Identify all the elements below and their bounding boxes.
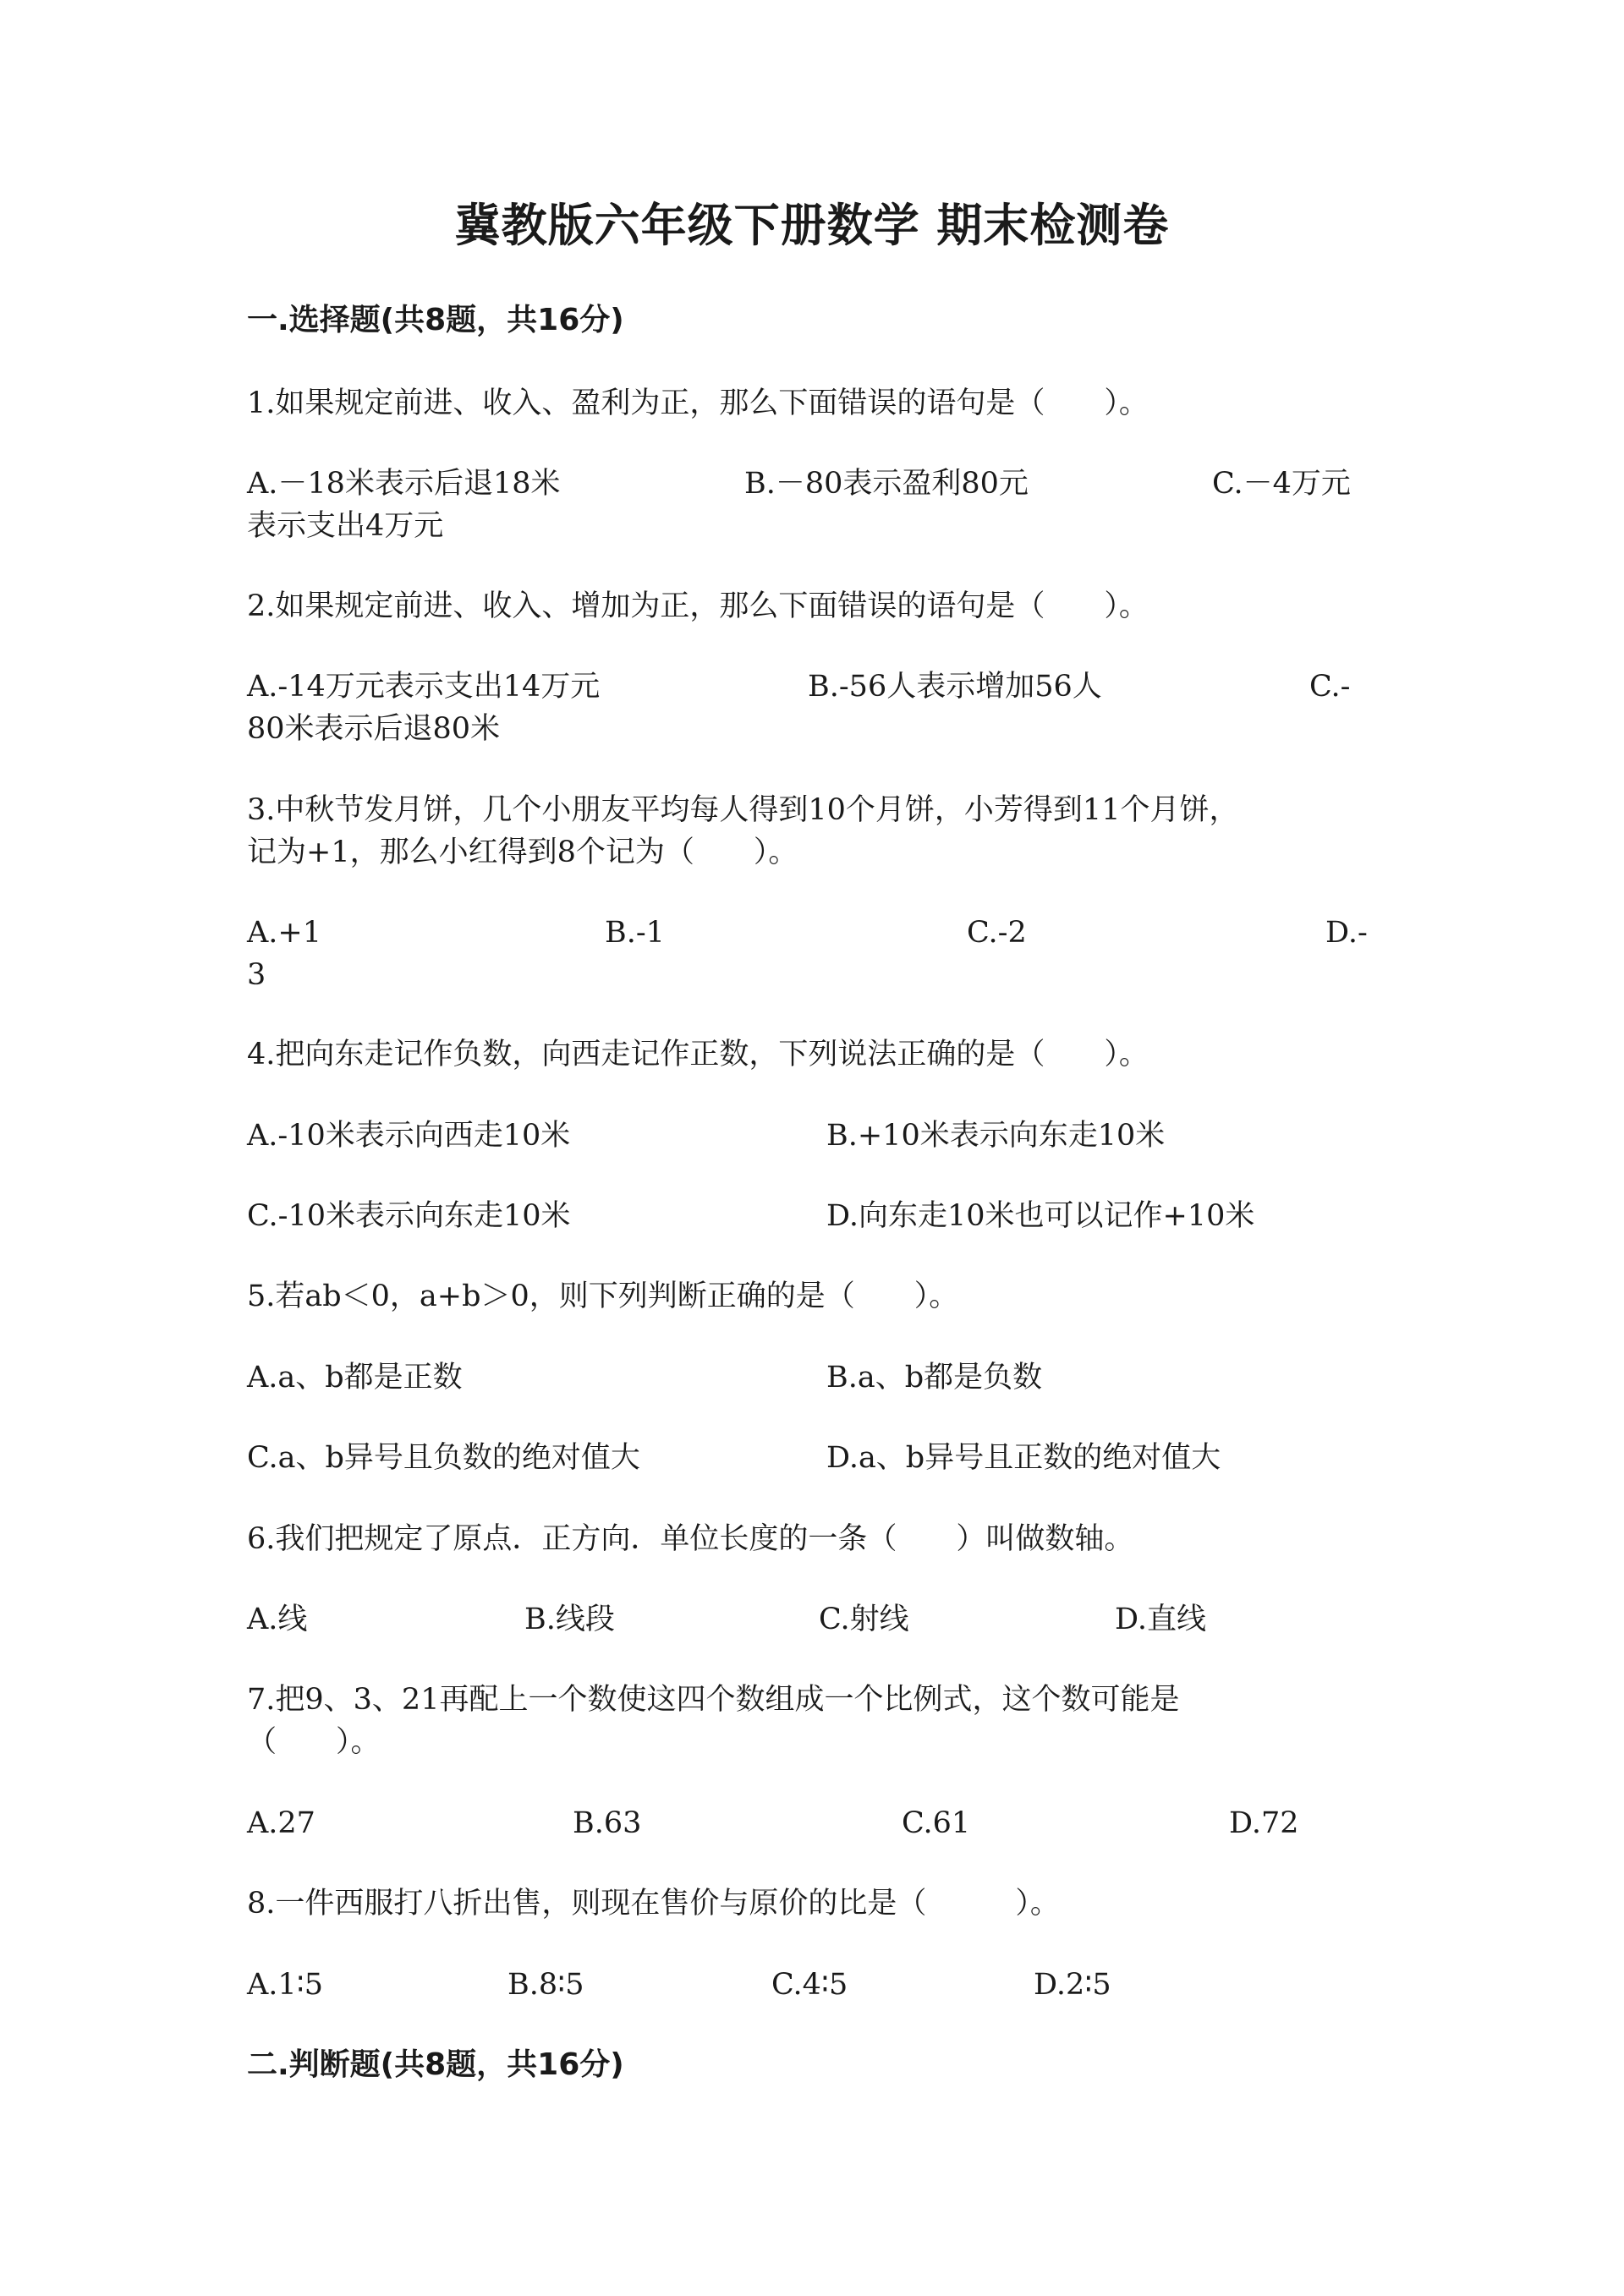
question-3-stem-line-2: 记为+1，那么小红得到8个记为（ ）。 bbox=[247, 836, 798, 869]
question-8-option-b: B.8∶5 bbox=[508, 1968, 584, 2002]
question-5-option-d: D.a、b异号且正数的绝对值大 bbox=[826, 1441, 1221, 1475]
question-1-stem: 1.如果规定前进、收入、盈利为正，那么下面错误的语句是（ ）。 bbox=[247, 386, 1149, 420]
section-heading-judge: 二.判断题(共8题，共16分) bbox=[247, 2047, 624, 2082]
question-7-stem-line-2: （ ）。 bbox=[247, 1725, 381, 1759]
question-8-stem: 8.一件西服打八折出售，则现在售价与原价的比是（ ）。 bbox=[247, 1887, 1060, 1921]
question-3-option-c: C.-2 bbox=[967, 916, 1027, 950]
section-heading-choice: 一.选择题(共8题，共16分) bbox=[247, 303, 624, 337]
question-1-option-c: C.－4万元 bbox=[1212, 467, 1351, 501]
question-2-option-a: A.-14万元表示支出14万元 bbox=[247, 670, 601, 704]
question-3-option-d: D.- bbox=[1325, 916, 1368, 950]
question-4-option-c: C.-10米表示向东走10米 bbox=[247, 1199, 571, 1233]
question-3-option-d-continued: 3 bbox=[247, 958, 266, 992]
question-1-option-a: A.－18米表示后退18米 bbox=[247, 467, 561, 501]
question-5-stem: 5.若ab＜0，a+b＞0，则下列判断正确的是（ ）。 bbox=[247, 1280, 959, 1313]
question-7-option-c: C.61 bbox=[902, 1806, 971, 1840]
page-title: 冀教版六年级下册数学 期末检测卷 bbox=[454, 199, 1170, 252]
question-7-stem-line-1: 7.把9、3、21再配上一个数使这四个数组成一个比例式，这个数可能是 bbox=[247, 1683, 1180, 1717]
question-1-option-b: B.－80表示盈利80元 bbox=[744, 467, 1029, 501]
question-3-stem-line-1: 3.中秋节发月饼，几个小朋友平均每人得到10个月饼，小芳得到11个月饼， bbox=[247, 793, 1239, 827]
question-2-option-b: B.-56人表示增加56人 bbox=[808, 670, 1102, 704]
question-8-option-d: D.2∶5 bbox=[1034, 1968, 1111, 2002]
question-4-stem: 4.把向东走记作负数，向西走记作正数，下列说法正确的是（ ）。 bbox=[247, 1038, 1149, 1071]
question-3-option-b: B.-1 bbox=[605, 916, 665, 950]
question-4-option-d: D.向东走10米也可以记作+10米 bbox=[826, 1199, 1255, 1233]
question-6-stem: 6.我们把规定了原点．正方向．单位长度的一条（ ）叫做数轴。 bbox=[247, 1522, 1134, 1556]
question-6-option-a: A.线 bbox=[247, 1603, 308, 1636]
question-5-option-b: B.a、b都是负数 bbox=[826, 1361, 1043, 1395]
question-1-option-c-continued: 表示支出4万元 bbox=[247, 509, 444, 543]
question-4-option-a: A.-10米表示向西走10米 bbox=[247, 1119, 571, 1153]
question-8-option-a: A.1∶5 bbox=[247, 1968, 324, 2002]
question-2-option-c-continued: 80米表示后退80米 bbox=[247, 712, 501, 746]
question-6-option-d: D.直线 bbox=[1115, 1603, 1206, 1636]
question-6-option-c: C.射线 bbox=[819, 1603, 909, 1636]
question-3-option-a: A.+1 bbox=[247, 916, 321, 950]
question-5-option-a: A.a、b都是正数 bbox=[247, 1361, 463, 1395]
question-7-option-b: B.63 bbox=[573, 1806, 642, 1840]
question-2-option-c: C.- bbox=[1309, 670, 1351, 704]
question-7-option-d: D.72 bbox=[1229, 1806, 1299, 1840]
question-2-stem: 2.如果规定前进、收入、增加为正，那么下面错误的语句是（ ）。 bbox=[247, 589, 1149, 623]
question-4-option-b: B.+10米表示向东走10米 bbox=[826, 1119, 1166, 1153]
question-5-option-c: C.a、b异号且负数的绝对值大 bbox=[247, 1441, 640, 1475]
question-7-option-a: A.27 bbox=[247, 1806, 315, 1840]
question-6-option-b: B.线段 bbox=[524, 1603, 615, 1636]
question-8-option-c: C.4∶5 bbox=[771, 1968, 848, 2002]
